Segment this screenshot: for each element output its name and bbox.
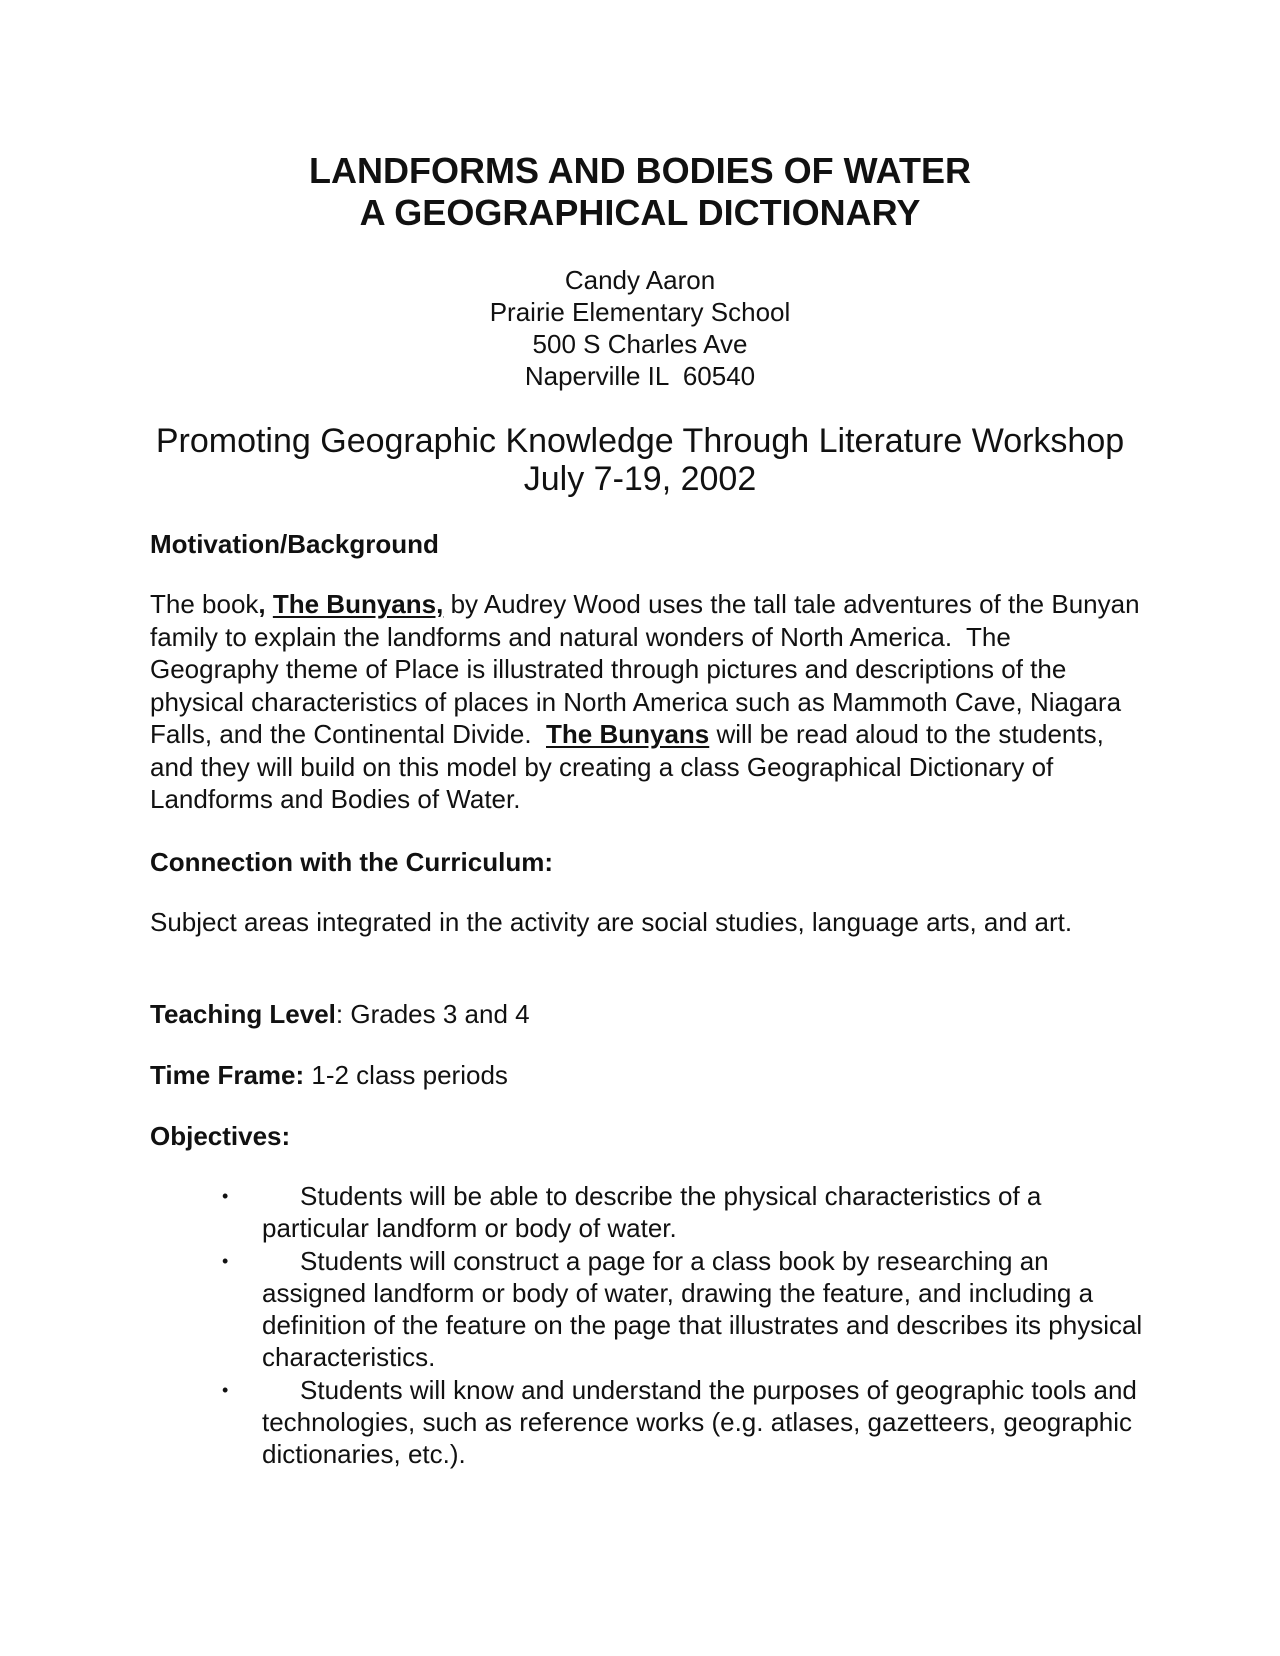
list-item [150,1374,1150,1471]
teaching-level-line [150,998,1140,1031]
author-city: Naperville IL 60540 [524,361,756,391]
objectives-list [150,1180,1150,1471]
connection-paragraph: Subject areas integrated in the activity are social studies, language arts, and art. [150,907,1073,937]
bullet-icon: • [222,1186,229,1206]
title-line-2: A GEOGRAPHICAL DICTIONARY [359,192,921,233]
book-title-bunyans: The Bunyans, [272,589,444,619]
list-item [150,1180,1150,1245]
teaching-level-value: : Grades 3 and 4 [335,999,530,1029]
book-title-bunyans-2: The Bunyans [546,719,710,749]
motivation-text-end: will be read aloud to the students, and they will build on this model by creating a class Geographical Dictionary of Landforms and Bodies of Water. [150,719,1112,814]
objective-text: Students will know and understand the purposes of geographic tools and technologies, such as reference works (e.g. atlases, gazetteers, geographic dictionaries, etc.). [262,1374,1137,1470]
motivation-paragraph [150,588,1147,816]
time-frame-line [150,1059,1140,1092]
workshop-block [0,422,1280,498]
objectives-heading: Objectives: [150,1121,291,1151]
workshop-name: Promoting Geographic Knowledge Through Literature Workshop [155,422,1125,460]
time-frame-value: 1-2 class periods [304,1060,508,1090]
workshop-dates: July 7-19, 2002 [523,460,757,498]
objective-text: Students will construct a page for a class book by researching an assigned landform or body of water, drawing the feature, and including a definition of the feature on the page that illustrates and describes its physical characteristics. [262,1245,1143,1373]
author-name: Candy Aaron [564,265,716,295]
author-school: Prairie Elementary School [489,297,791,327]
motivation-text-start: The book [150,589,259,619]
objective-text: Students will be able to describe the physical characteristics of a particular landform or body of water. [262,1181,1042,1244]
motivation-comma: , [258,589,273,619]
bullet-icon: • [222,1379,229,1400]
time-frame-label: Time Frame: [150,1060,305,1090]
connection-heading: Connection with the Curriculum: [150,847,553,877]
title-line-1: LANDFORMS AND BODIES OF WATER [309,150,971,191]
author-block [0,264,1280,392]
teaching-level-label: Teaching Level [150,999,336,1029]
author-street: 500 S Charles Ave [532,329,748,359]
list-item [150,1245,1150,1374]
motivation-text-middle: by Audrey Wood uses the tall tale adventures of the Bunyan family to explain the landforms and natural wonders of North America. The Geography theme of Place is illustrated through pictures and descriptions of the physical characteristics of places in North America such as Mammoth Cave, Niagara Falls, and the Continental Divide. [150,589,1147,749]
bullet-icon: • [222,1250,229,1271]
motivation-heading: Motivation/Background [150,529,439,559]
